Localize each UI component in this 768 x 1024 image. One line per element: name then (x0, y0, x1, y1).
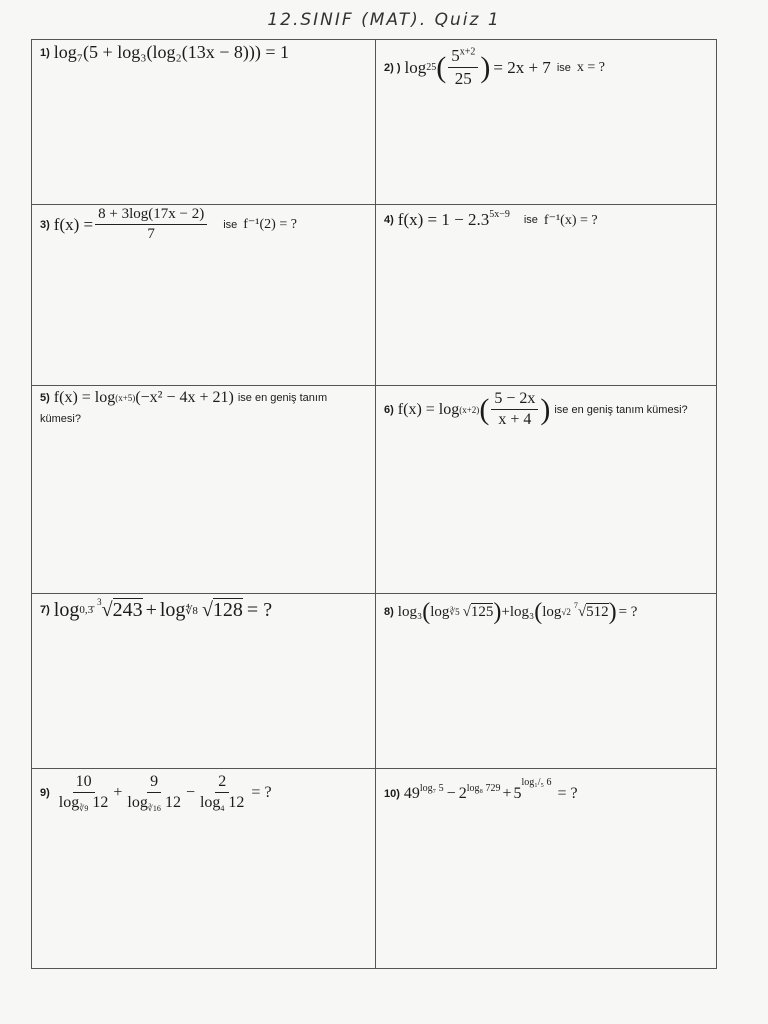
row-divider (32, 593, 716, 594)
plus-sign: + (501, 603, 510, 620)
numerator: 8 + 3log(17x − 2) (95, 206, 207, 225)
row-divider (32, 385, 716, 386)
question-number: 10) (384, 788, 400, 800)
question-ask: f⁻¹(x) = ? (543, 212, 598, 228)
log-argument: (−x² − 4x + 21) (135, 389, 234, 406)
term-base: 5 (513, 785, 522, 802)
question-6 (384, 390, 716, 429)
ise-text: ise (523, 214, 538, 226)
right-paren: ) (493, 599, 502, 625)
inner-log: log (430, 603, 450, 620)
numerator-base: 5 (451, 46, 460, 65)
radicand: 243 (112, 599, 143, 621)
question-10 (384, 776, 716, 803)
question-number: 9) (40, 787, 50, 800)
radical-icon: √ (462, 603, 471, 620)
fraction-2 (124, 773, 184, 813)
numerator: 2 (215, 773, 229, 793)
log-base: ∜8 (185, 604, 198, 617)
log-word: log (58, 794, 80, 811)
question-expression: log₇(5 + log₃(log₂(13x − 8))) = 1 (53, 42, 290, 62)
log-base: 4 (220, 804, 225, 814)
function-lhs: f(x) = log (53, 389, 116, 406)
question-ask: x = ? (576, 59, 605, 75)
exponent: 5x−9 (489, 208, 510, 220)
question-number: 7) (40, 604, 50, 616)
function-lhs: f(x) = 1 − 2.3 (397, 210, 490, 229)
radical-icon: √ (201, 598, 213, 621)
question-number: 4) (384, 214, 394, 226)
term-exponent: log₈ 729 (466, 782, 501, 794)
fraction (95, 206, 207, 243)
root-index: 7 (573, 600, 578, 610)
numerator: 9 (147, 773, 161, 793)
fraction-3 (197, 773, 247, 813)
ise-text: ise (556, 61, 571, 74)
ise-text: ise (223, 218, 238, 231)
term-base: 49 (403, 785, 420, 802)
inner-log-base: ∛5 (449, 606, 460, 617)
denominator: x + 4 (498, 411, 532, 428)
inner-log: log (542, 603, 562, 620)
log-argument: 12 (228, 794, 245, 811)
log-word: log (404, 57, 427, 77)
log-word: log (159, 598, 186, 621)
row-divider (32, 768, 716, 769)
question-3 (40, 206, 370, 243)
numerator-exponent: x+2 (459, 46, 476, 58)
question-7 (40, 598, 370, 622)
log-word: log (53, 598, 80, 621)
fraction (448, 46, 478, 89)
term-exponent: log₁/₅ 6 (521, 776, 552, 788)
tail-text-continued: kümesi? (40, 413, 81, 425)
right-hand-side: = 2x + 7 (493, 57, 551, 77)
question-number: 3) (40, 218, 50, 231)
plus-sign: + (113, 784, 123, 802)
log-base: (x+5) (115, 393, 136, 403)
question-number: 6) (384, 403, 394, 416)
radical-icon: √ (577, 603, 587, 620)
minus-sign: − (185, 784, 195, 802)
root-index: 3 (97, 597, 102, 607)
numerator: 5 − 2x (491, 390, 538, 410)
left-paren: ( (479, 392, 490, 426)
right-paren: ) (480, 50, 491, 84)
left-paren: ( (422, 599, 431, 625)
log-base: 25 (426, 62, 437, 73)
function-lhs: f(x) = (53, 214, 94, 234)
outer-log: log₃ (509, 603, 535, 620)
log-argument: 12 (164, 794, 181, 811)
log-base: ∛16 (147, 804, 161, 814)
radical-icon: √ (101, 598, 113, 621)
question-2 (384, 46, 714, 89)
plus-sign: + (502, 785, 512, 802)
radicand: 125 (470, 604, 494, 620)
minus-sign: − (446, 785, 456, 802)
equals-question: = ? (251, 784, 272, 802)
right-paren: ) (540, 392, 551, 426)
plus-sign: + (145, 598, 157, 621)
question-number: 2) ) (384, 61, 401, 74)
page-title: 12.SINIF (MAT). Quiz 1 (267, 10, 501, 30)
outer-log: log₃ (397, 603, 423, 620)
question-1 (40, 42, 370, 63)
tail-text: ise en geniş tanım kümesi? (554, 403, 688, 416)
question-number: 5) (40, 392, 50, 404)
equals-question: = ? (557, 785, 578, 802)
question-8 (384, 600, 716, 624)
left-paren: ( (436, 50, 447, 84)
question-number: 8) (384, 606, 394, 618)
row-divider (32, 204, 716, 205)
fraction-1 (56, 773, 112, 813)
question-grid (31, 39, 717, 969)
term-base: 2 (458, 785, 467, 802)
tail-text: ise en geniş tanım (237, 392, 328, 404)
question-9 (40, 773, 372, 813)
equals-question: = ? (618, 603, 638, 620)
denominator: 7 (147, 226, 155, 242)
left-paren: ( (534, 599, 543, 625)
column-divider (375, 40, 376, 968)
right-paren: ) (608, 599, 617, 625)
question-ask: f⁻¹(2) = ? (243, 217, 297, 232)
log-word: log (127, 794, 148, 811)
log-word: log (199, 794, 221, 811)
radicand: 128 (212, 599, 243, 621)
equals-question: = ? (246, 598, 273, 621)
log-base: ∛9 (79, 804, 89, 814)
term-exponent: log₇ 5 (419, 782, 444, 794)
question-number: 1) (40, 46, 50, 59)
log-base: 0,3̄ (79, 604, 94, 616)
denominator: 25 (454, 69, 472, 88)
inner-log-base: √2 (561, 607, 571, 617)
function-lhs: f(x) = log (397, 400, 460, 418)
log-base: (x+2) (459, 404, 480, 415)
log-argument: 12 (92, 794, 109, 811)
numerator: 10 (73, 773, 95, 793)
question-5 (40, 389, 372, 425)
radicand: 512 (586, 604, 609, 620)
fraction (491, 390, 538, 429)
question-4 (384, 210, 714, 230)
